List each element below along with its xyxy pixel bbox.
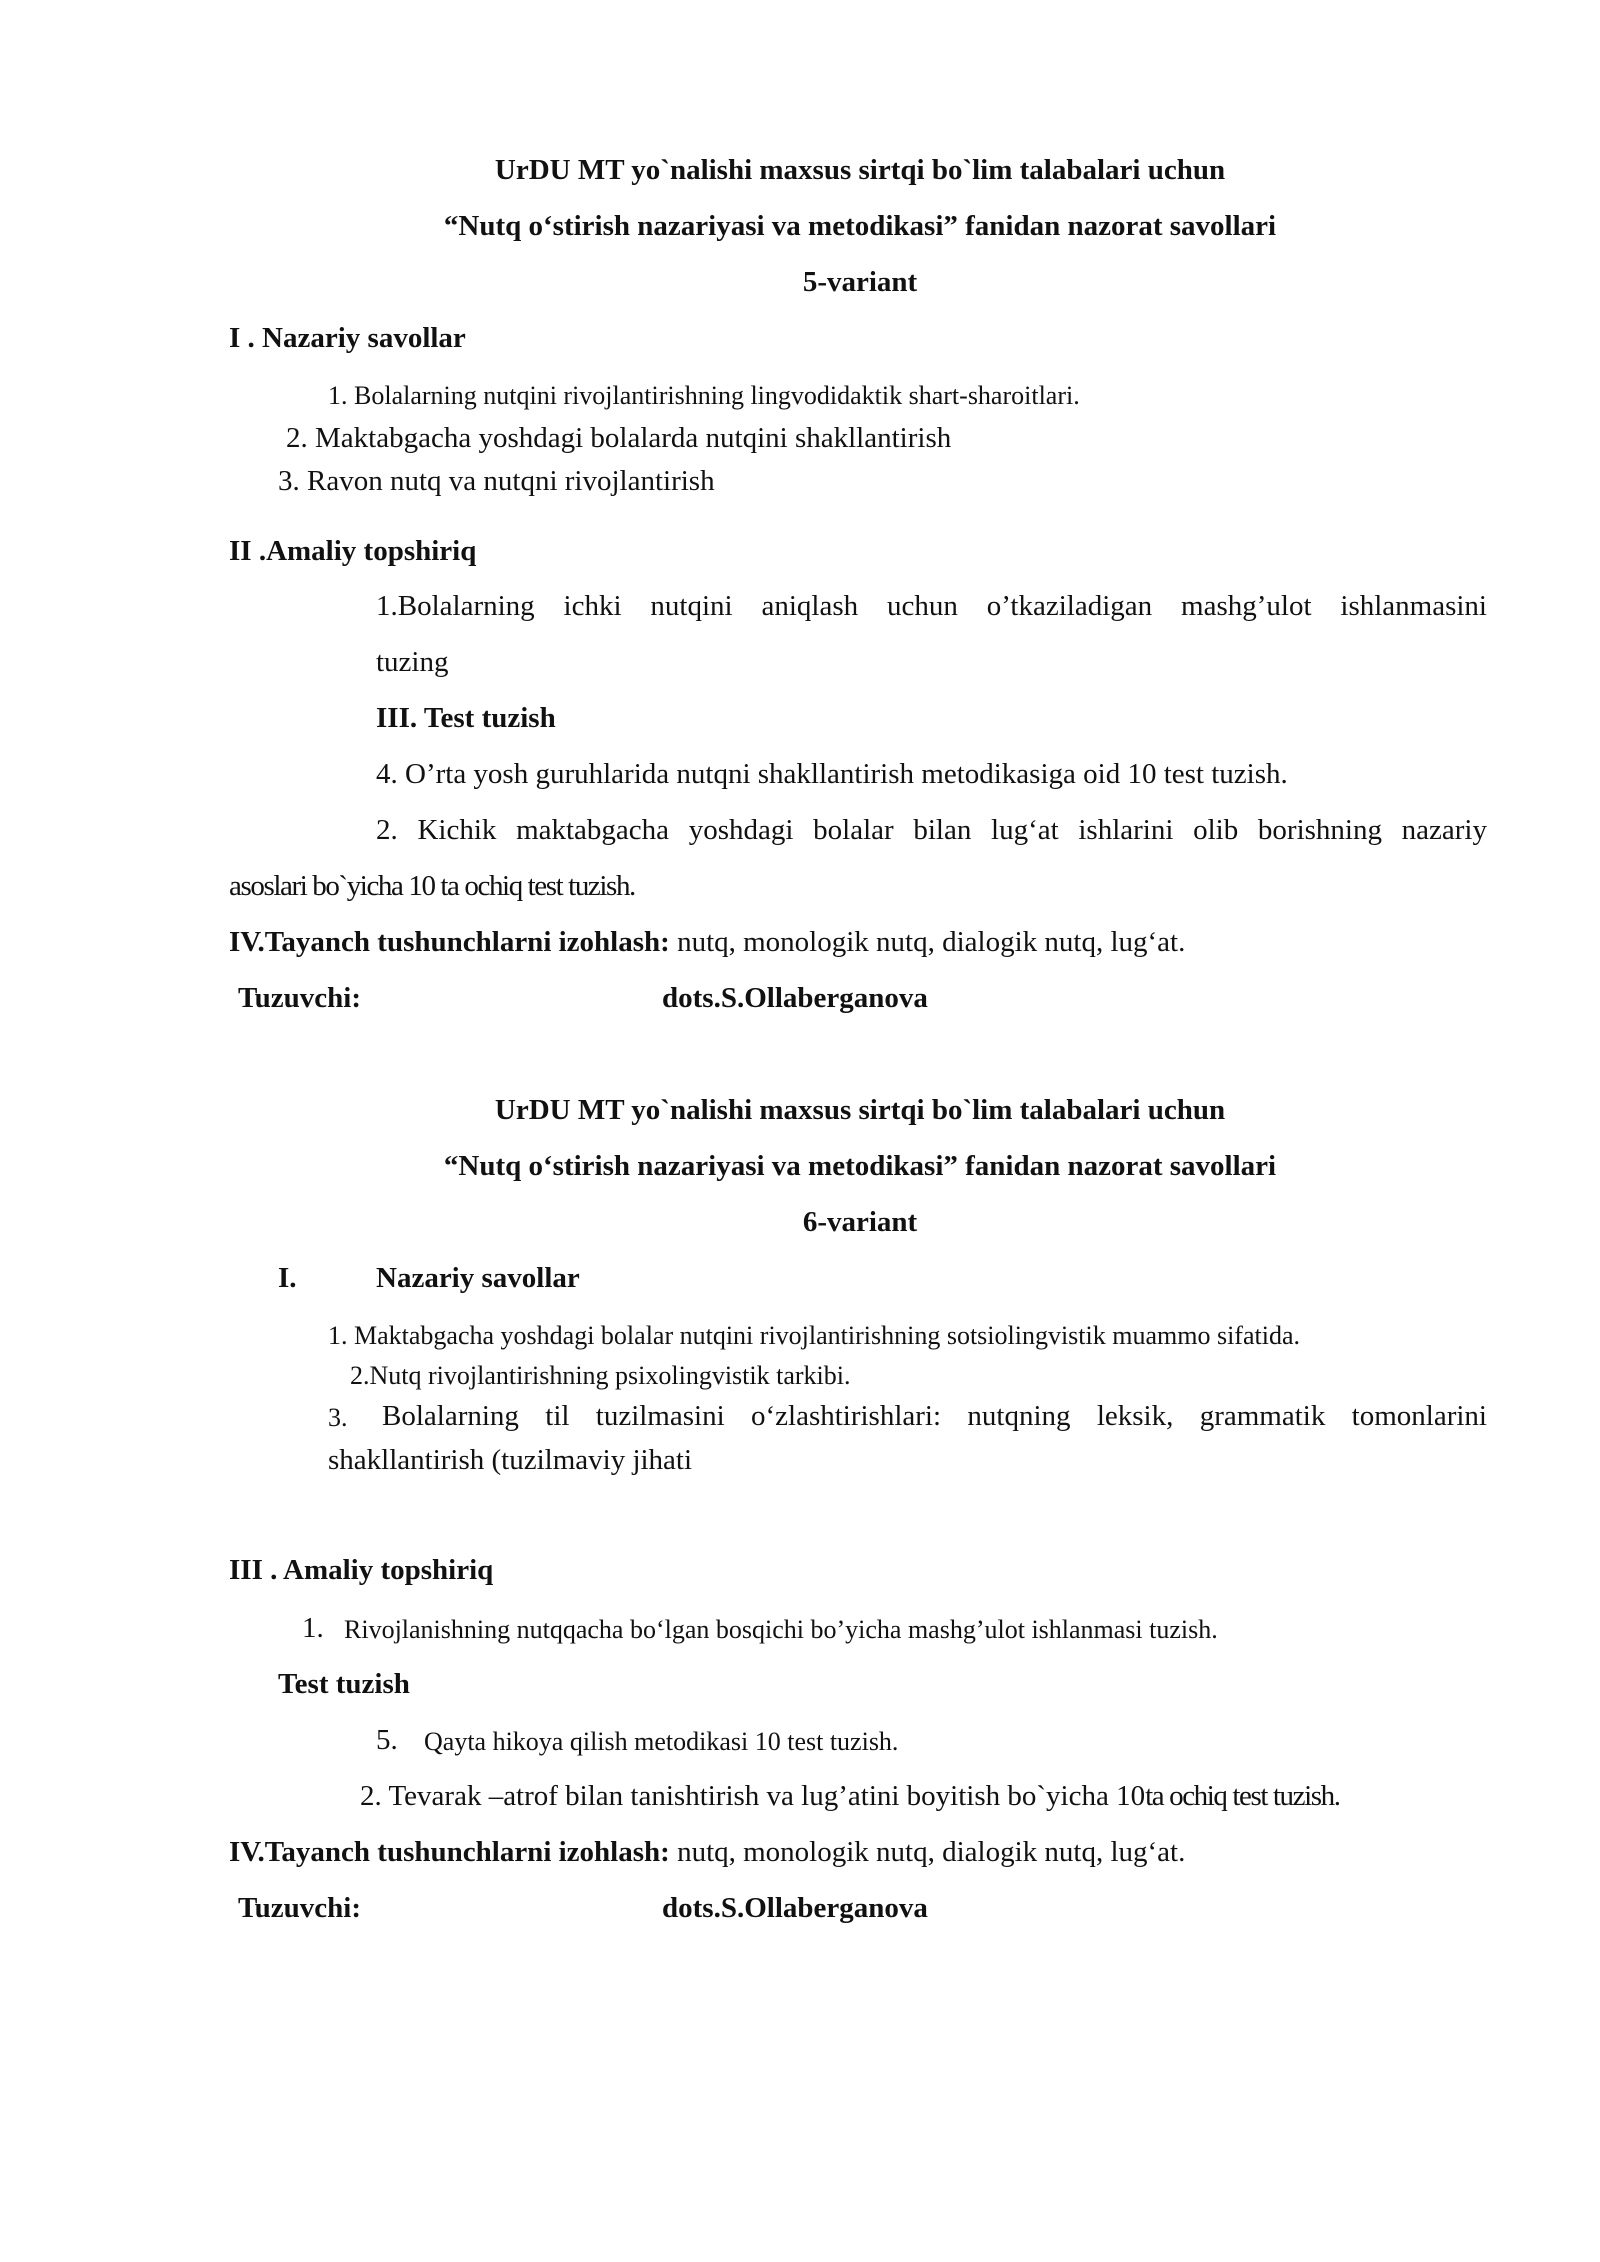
v6-variant-label: 6-variant <box>802 1206 918 1238</box>
v6-section1-number: I. <box>278 1262 297 1294</box>
v5-section4-text: nutq, monologik nutq, dialogik nutq, lug‘at. <box>669 926 1186 958</box>
v5-author-label: Tuzuvchi: <box>238 982 362 1014</box>
v6-header-line2: “Nutq o‘stirish nazariyasi va metodikasi” fanidan nazorat savollari <box>443 1150 1277 1182</box>
v6-section2-title: III . Amaliy topshiriq <box>229 1554 494 1586</box>
v6-section1-item-1: 1. Maktabgacha yoshdagi bolalar nutqini rivojlantirishning sotsiolingvistik muammo sifatida. <box>328 1321 1300 1350</box>
v5-section1-item-1: 1. Bolalarning nutqini rivojlantirishning lingvodidaktik shart-sharoitlari. <box>328 381 1080 410</box>
v6-section1-item-2: 2.Nutq rivojlantirishning psixolingvistik tarkibi. <box>350 1361 851 1390</box>
v6-section1-item-3-number: 3. <box>328 1403 348 1432</box>
v5-section3-item-2-line1: 2. Kichik maktabgacha yoshdagi bolalar bilan lug‘at ishlarini olib borishning nazariy <box>376 814 1487 846</box>
v5-author-name: dots.S.Ollaberganova <box>662 982 928 1014</box>
v5-section3-item-2-line2-text: asoslari bo`yicha 10 ta ochiq test tuzish. <box>229 870 635 902</box>
v6-section1-item-3-line2: shakllantirish (tuzilmaviy jihati <box>328 1444 693 1476</box>
v6-section1-title: Nazariy savollar <box>376 1262 580 1294</box>
v6-header-line1: UrDU MT yo`nalishi maxsus sirtqi bo`lim talabalari uchun <box>494 1094 1226 1126</box>
v5-section2-title: II .Amaliy topshiriq <box>229 535 477 567</box>
v5-section4-label: IV.Tayanch tushunchlarni izohlash: <box>229 926 670 958</box>
v6-section3-item-1-text: Qayta hikoya qilish metodikasi 10 test tuzish. <box>424 1727 899 1756</box>
v6-section3-item-2-tail: ta ochiq test tuzish. <box>1145 1780 1340 1812</box>
v6-section2-item-text: Rivojlanishning nutqqacha bo‘lgan bosqichi bo’yicha mashg’ulot ishlanmasi tuzish. <box>344 1615 1218 1644</box>
v6-section3-title: Test tuzish <box>278 1668 410 1700</box>
v5-header-line2: “Nutq o‘stirish nazariyasi va metodikasi” fanidan nazorat savollari <box>443 210 1277 242</box>
v5-section3-title: III. Test tuzish <box>376 702 556 734</box>
v6-section4 <box>229 1834 1185 1870</box>
v6-section4-label: IV.Tayanch tushunchlarni izohlash: <box>229 1836 670 1868</box>
v5-section2-item-line1: 1.Bolalarning ichki nutqini aniqlash uchun o’tkaziladigan mashg’ulot ishlanmasini <box>376 590 1487 622</box>
v5-section3-item-2-line2 <box>229 868 635 904</box>
v6-section3-item-2-main: 2. Tevarak –atrof bilan tanishtirish va lug’atini boyitish bo`yicha 10 <box>360 1780 1146 1812</box>
v5-section1-item-2: 2. Maktabgacha yoshdagi bolalarda nutqini shakllantirish <box>286 422 952 454</box>
v5-section4 <box>229 924 1185 960</box>
v5-header-line1: UrDU MT yo`nalishi maxsus sirtqi bo`lim talabalari uchun <box>494 154 1226 186</box>
v5-section3-item-1: 4. O’rta yosh guruhlarida nutqni shakllantirish metodikasiga oid 10 test tuzish. <box>376 758 1288 790</box>
v6-author-name: dots.S.Ollaberganova <box>662 1892 928 1924</box>
v6-section2-item-number: 1. <box>302 1612 324 1644</box>
v6-section1-item-3-line1: Bolalarning til tuzilmasini o‘zlashtirishlari: nutqning leksik, grammatik tomonlarini <box>382 1400 1487 1432</box>
v6-section3-item-2 <box>360 1778 1340 1814</box>
v6-section3-item-1-number: 5. <box>376 1724 398 1756</box>
v5-section1-item-3: 3. Ravon nutq va nutqni rivojlantirish <box>278 465 715 497</box>
v5-section2-item-line2: tuzing <box>376 646 449 678</box>
v6-section4-text: nutq, monologik nutq, dialogik nutq, lug‘at. <box>669 1836 1186 1868</box>
v5-section1-title: I . Nazariy savollar <box>229 322 466 354</box>
v5-variant-label: 5-variant <box>802 266 918 298</box>
v6-author-label: Tuzuvchi: <box>238 1892 362 1924</box>
